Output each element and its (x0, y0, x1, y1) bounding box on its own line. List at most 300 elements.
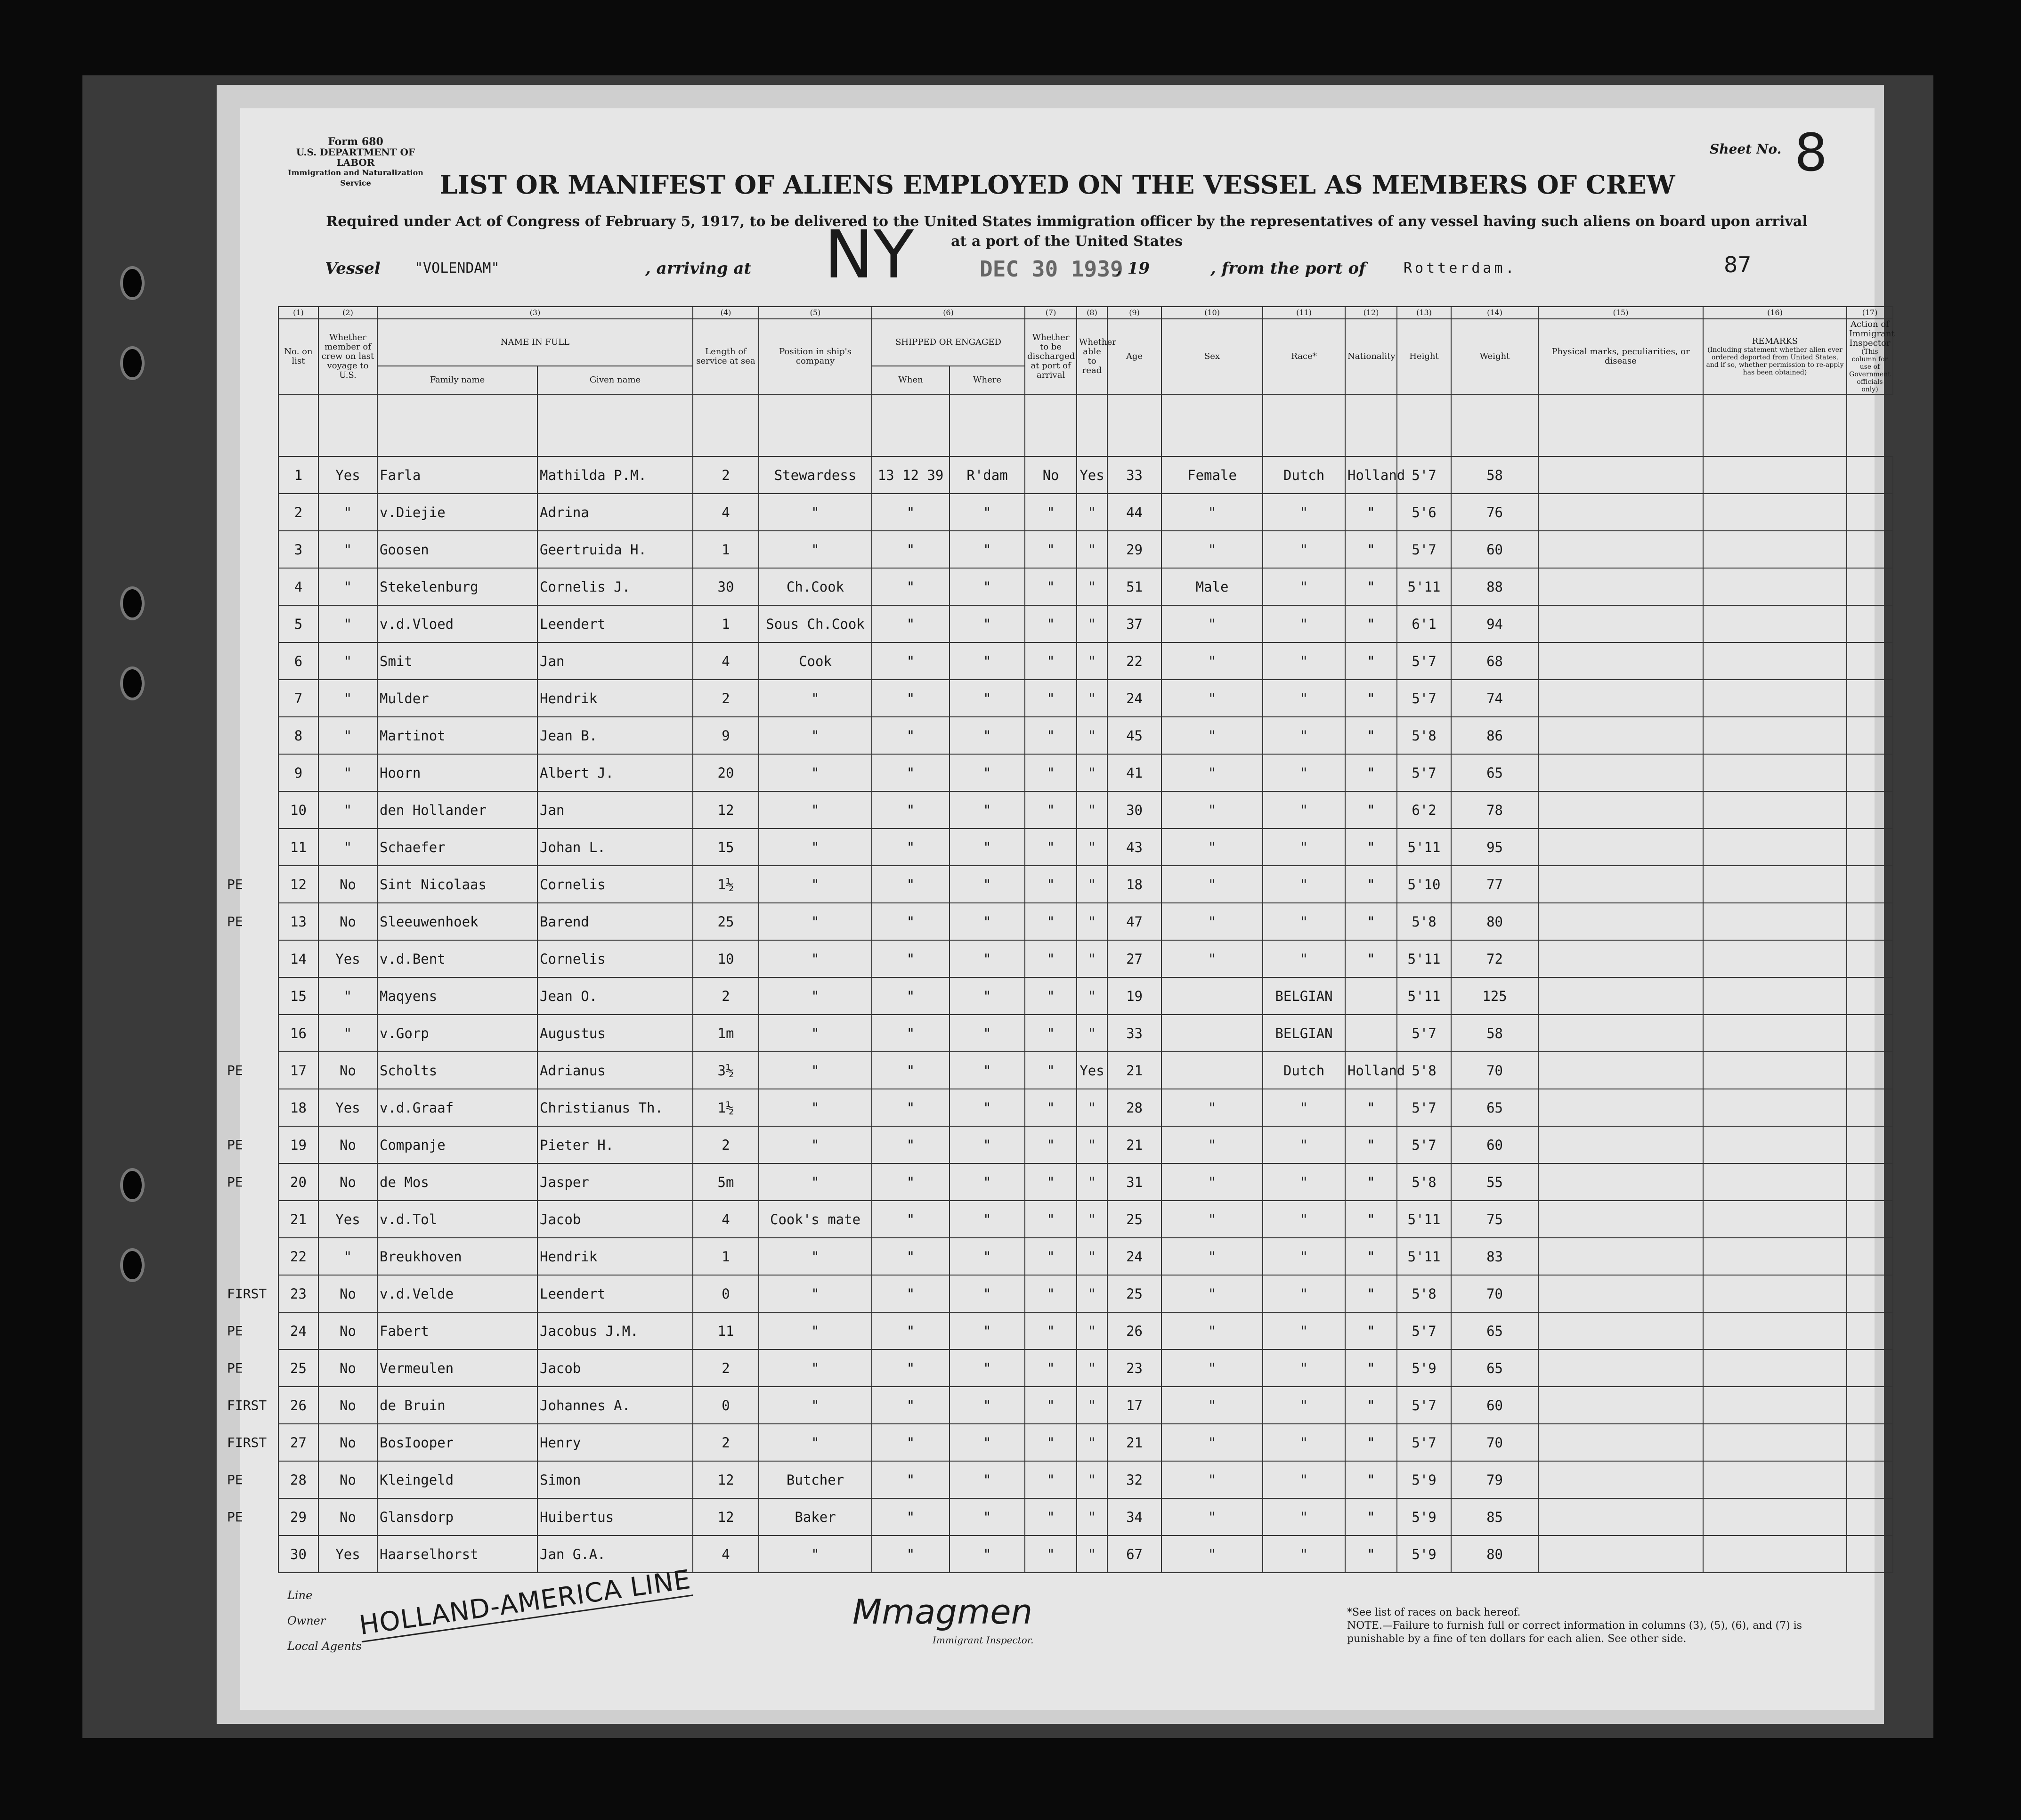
remarks-cell (1703, 1238, 1847, 1275)
action-cell (1847, 1275, 1893, 1312)
action-note: (This column for use of Government officials only) (1849, 348, 1891, 393)
action-cell (1847, 1387, 1893, 1424)
table-row (278, 1163, 1893, 1201)
action-cell (1847, 1461, 1893, 1498)
nationality-cell: " (1345, 940, 1397, 977)
able-to-read-cell: " (1077, 1163, 1107, 1201)
nationality-cell: " (1345, 1275, 1397, 1312)
position-cell: " (759, 1089, 872, 1126)
discharged-cell: " (1025, 1163, 1077, 1201)
last-voyage-cell: " (318, 791, 377, 829)
height-cell: 5'7 (1397, 642, 1451, 680)
family-name-cell: Haarselhorst (377, 1536, 537, 1573)
nationality-cell: Holland (1345, 456, 1397, 494)
shipped-when-cell: " (872, 977, 950, 1015)
weight-cell: 75 (1451, 1201, 1538, 1238)
table-row (278, 829, 1893, 866)
shipped-when-cell: " (872, 940, 950, 977)
discharged-cell: " (1025, 1387, 1077, 1424)
age-cell: 33 (1107, 1015, 1161, 1052)
margin-annotation: PE (227, 1063, 243, 1078)
shipped-when-cell: " (872, 1275, 950, 1312)
remarks-cell (1703, 1275, 1847, 1312)
height-cell: 5'8 (1397, 717, 1451, 754)
length-of-service-cell: 20 (693, 754, 759, 791)
race-cell: " (1263, 940, 1345, 977)
remarks-cell (1703, 605, 1847, 642)
able-to-read-cell: " (1077, 605, 1107, 642)
sex-cell: " (1161, 1312, 1263, 1349)
shipped-when-cell: " (872, 1349, 950, 1387)
height-cell: 5'7 (1397, 1089, 1451, 1126)
table-row (278, 940, 1893, 977)
able-to-read-cell: " (1077, 791, 1107, 829)
nationality-cell (1345, 1015, 1397, 1052)
no-on-list-cell: 20 PE (278, 1163, 318, 1201)
family-name-cell: Scholts (377, 1052, 537, 1089)
table-row (278, 456, 1893, 494)
able-to-read-cell: " (1077, 903, 1107, 940)
family-name-cell: Martinot (377, 717, 537, 754)
last-voyage-cell: No (318, 1387, 377, 1424)
height-cell: 6'2 (1397, 791, 1451, 829)
position-cell: " (759, 1349, 872, 1387)
length-of-service-cell: 1 (693, 1238, 759, 1275)
given-name-cell: Leendert (537, 1275, 693, 1312)
shipped-when-cell: " (872, 717, 950, 754)
physical-marks-cell (1538, 531, 1703, 568)
length-of-service-cell: 4 (693, 1536, 759, 1573)
header-race: Race* (1263, 319, 1345, 394)
shipped-when-cell: " (872, 680, 950, 717)
length-of-service-cell: 12 (693, 791, 759, 829)
length-of-service-cell: 12 (693, 1461, 759, 1498)
document-subtitle: Required under Act of Congress of February 5, 1917, to be delivered to the United States immigration officer by the representatives of any vessel having such aliens on board upon arrival at a port of the United States (326, 213, 1808, 250)
arriving-label: , arriving at (645, 259, 752, 278)
no-on-list-cell: 16 (278, 1015, 318, 1052)
race-cell: Dutch (1263, 1052, 1345, 1089)
sex-cell: " (1161, 903, 1263, 940)
given-name-cell: Johannes A. (537, 1387, 693, 1424)
header-given-name: Given name (537, 366, 693, 394)
length-of-service-cell: 2 (693, 1424, 759, 1461)
age-cell: 21 (1107, 1424, 1161, 1461)
nationality-cell: " (1345, 1461, 1397, 1498)
from-port-label: , from the port of (1210, 259, 1366, 278)
remarks-cell (1703, 1089, 1847, 1126)
given-name-cell: Cornelis J. (537, 568, 693, 605)
nationality-cell: " (1345, 791, 1397, 829)
height-cell: 5'11 (1397, 829, 1451, 866)
sex-cell: " (1161, 1498, 1263, 1536)
header-length-of-service: Length of service at sea (693, 319, 759, 394)
physical-marks-cell (1538, 494, 1703, 531)
nationality-cell: " (1345, 568, 1397, 605)
discharged-cell: " (1025, 1052, 1077, 1089)
col-num: (16) (1703, 307, 1847, 319)
last-voyage-cell: " (318, 977, 377, 1015)
no-on-list-cell: 13 PE (278, 903, 318, 940)
last-voyage-cell: Yes (318, 1536, 377, 1573)
discharged-cell: " (1025, 680, 1077, 717)
header-no-on-list: No. on list (278, 319, 318, 394)
given-name-cell: Henry (537, 1424, 693, 1461)
given-name-cell: Augustus (537, 1015, 693, 1052)
position-cell: " (759, 1387, 872, 1424)
remarks-cell (1703, 717, 1847, 754)
family-name-cell: Farla (377, 456, 537, 494)
weight-cell: 70 (1451, 1275, 1538, 1312)
action-cell (1847, 605, 1893, 642)
given-name-cell: Jan G.A. (537, 1536, 693, 1573)
inspector-label: Immigrant Inspector. (933, 1634, 1034, 1646)
action-cell (1847, 977, 1893, 1015)
last-voyage-cell: Yes (318, 1201, 377, 1238)
discharged-cell: " (1025, 829, 1077, 866)
weight-cell: 72 (1451, 940, 1538, 977)
remarks-cell (1703, 903, 1847, 940)
given-name-cell: Christianus Th. (537, 1089, 693, 1126)
margin-annotation: PE (227, 877, 243, 892)
table-row (278, 1536, 1893, 1573)
height-cell: 5'9 (1397, 1498, 1451, 1536)
age-cell: 26 (1107, 1312, 1161, 1349)
last-voyage-cell: No (318, 1461, 377, 1498)
sex-cell: " (1161, 1238, 1263, 1275)
action-cell (1847, 1238, 1893, 1275)
action-cell (1847, 1201, 1893, 1238)
age-cell: 19 (1107, 977, 1161, 1015)
action-cell (1847, 568, 1893, 605)
shipped-when-cell: " (872, 829, 950, 866)
no-on-list-cell: 23 FIRST (278, 1275, 318, 1312)
table-row (278, 568, 1893, 605)
shipped-where-cell: " (950, 1312, 1025, 1349)
shipped-where-cell: " (950, 1238, 1025, 1275)
height-cell: 6'1 (1397, 605, 1451, 642)
position-cell: " (759, 531, 872, 568)
column-header-row (278, 319, 1893, 366)
nationality-cell: " (1345, 1089, 1397, 1126)
sex-cell: " (1161, 866, 1263, 903)
last-voyage-cell: " (318, 531, 377, 568)
action-cell (1847, 1052, 1893, 1089)
given-name-cell: Simon (537, 1461, 693, 1498)
age-cell: 28 (1107, 1089, 1161, 1126)
position-cell: " (759, 1238, 872, 1275)
family-name-cell: Breukhoven (377, 1238, 537, 1275)
no-on-list-cell: 1 (278, 456, 318, 494)
age-cell: 27 (1107, 940, 1161, 977)
age-cell: 34 (1107, 1498, 1161, 1536)
given-name-cell: Albert J. (537, 754, 693, 791)
age-cell: 29 (1107, 531, 1161, 568)
last-voyage-cell: " (318, 754, 377, 791)
shipped-where-cell: " (950, 605, 1025, 642)
race-cell: " (1263, 1498, 1345, 1536)
no-on-list-cell: 4 (278, 568, 318, 605)
sheet-label: Sheet No. (1710, 141, 1782, 157)
last-voyage-cell: " (318, 680, 377, 717)
shipped-when-cell: " (872, 866, 950, 903)
action-cell (1847, 642, 1893, 680)
company-stamp: HOLLAND-AMERICA LINE (357, 1564, 693, 1642)
nationality-cell: " (1345, 1163, 1397, 1201)
table-row (278, 866, 1893, 903)
position-cell: Ch.Cook (759, 568, 872, 605)
sex-cell: " (1161, 1126, 1263, 1163)
physical-marks-cell (1538, 977, 1703, 1015)
discharged-cell: " (1025, 642, 1077, 680)
nationality-cell: " (1345, 1498, 1397, 1536)
family-name-cell: Vermeulen (377, 1349, 537, 1387)
table-row (278, 1238, 1893, 1275)
owner-label: Owner (287, 1614, 326, 1627)
race-cell: " (1263, 1387, 1345, 1424)
height-cell: 5'6 (1397, 494, 1451, 531)
shipped-where-cell: " (950, 568, 1025, 605)
shipped-when-cell: " (872, 1424, 950, 1461)
race-cell: " (1263, 1349, 1345, 1387)
physical-marks-cell (1538, 940, 1703, 977)
weight-cell: 55 (1451, 1163, 1538, 1201)
manifest-page (227, 108, 1895, 1710)
race-cell: " (1263, 605, 1345, 642)
action-cell (1847, 1089, 1893, 1126)
length-of-service-cell: 11 (693, 1312, 759, 1349)
nationality-cell: " (1345, 1238, 1397, 1275)
punch-hole (120, 586, 145, 620)
weight-cell: 74 (1451, 680, 1538, 717)
nationality-cell: " (1345, 717, 1397, 754)
no-on-list-cell: 29 PE (278, 1498, 318, 1536)
position-cell: " (759, 1536, 872, 1573)
no-on-list-cell: 2 (278, 494, 318, 531)
no-on-list-cell: 26 FIRST (278, 1387, 318, 1424)
remarks-cell (1703, 494, 1847, 531)
shipped-when-cell: " (872, 568, 950, 605)
height-cell: 5'8 (1397, 903, 1451, 940)
nationality-cell: " (1345, 754, 1397, 791)
given-name-cell: Jean B. (537, 717, 693, 754)
weight-cell: 76 (1451, 494, 1538, 531)
position-cell: " (759, 680, 872, 717)
remarks-cell (1703, 1461, 1847, 1498)
nationality-cell: " (1345, 866, 1397, 903)
height-cell: 5'10 (1397, 866, 1451, 903)
local-agents-label: Local Agents (287, 1640, 362, 1653)
blank-row (278, 394, 1893, 456)
shipped-where-cell: " (950, 1163, 1025, 1201)
weight-cell: 77 (1451, 866, 1538, 903)
sex-cell: " (1161, 829, 1263, 866)
age-cell: 41 (1107, 754, 1161, 791)
header-age: Age (1107, 319, 1161, 394)
arriving-port: NY (824, 217, 914, 293)
nationality-cell: " (1345, 1424, 1397, 1461)
remarks-cell (1703, 1349, 1847, 1387)
last-voyage-cell: " (318, 605, 377, 642)
given-name-cell: Jean O. (537, 977, 693, 1015)
shipped-where-cell: " (950, 1089, 1025, 1126)
table-row (278, 605, 1893, 642)
margin-annotation: PE (227, 1472, 243, 1487)
discharged-cell: " (1025, 717, 1077, 754)
discharged-cell: " (1025, 1498, 1077, 1536)
fine-note: NOTE.—Failure to furnish full or correct information in columns (3), (5), (6), and (7) is punishable by a fine of ten dollars for each alien. See other side. (1347, 1620, 1802, 1645)
discharged-cell: " (1025, 531, 1077, 568)
action-cell (1847, 1536, 1893, 1573)
nationality-cell: " (1345, 829, 1397, 866)
height-cell: 5'11 (1397, 1238, 1451, 1275)
position-cell: " (759, 791, 872, 829)
weight-cell: 78 (1451, 791, 1538, 829)
shipped-when-cell: " (872, 1015, 950, 1052)
position-cell: " (759, 754, 872, 791)
weight-cell: 65 (1451, 1312, 1538, 1349)
length-of-service-cell: 2 (693, 680, 759, 717)
shipped-where-cell: R'dam (950, 456, 1025, 494)
shipped-when-cell: " (872, 605, 950, 642)
shipped-where-cell: " (950, 1387, 1025, 1424)
sex-cell: " (1161, 940, 1263, 977)
position-cell: " (759, 1312, 872, 1349)
length-of-service-cell: 4 (693, 494, 759, 531)
length-of-service-cell: 15 (693, 829, 759, 866)
table-row (278, 754, 1893, 791)
race-cell: " (1263, 866, 1345, 903)
weight-cell: 94 (1451, 605, 1538, 642)
shipped-where-cell: " (950, 1424, 1025, 1461)
given-name-cell: Cornelis (537, 940, 693, 977)
physical-marks-cell (1538, 866, 1703, 903)
shipped-where-cell: " (950, 903, 1025, 940)
remarks-cell (1703, 1536, 1847, 1573)
able-to-read-cell: " (1077, 1238, 1107, 1275)
footer-notes (1347, 1606, 1818, 1646)
action-cell (1847, 531, 1893, 568)
nationality-cell: " (1345, 642, 1397, 680)
col-num: (12) (1345, 307, 1397, 319)
weight-cell: 88 (1451, 568, 1538, 605)
vessel-label: Vessel (325, 259, 381, 278)
given-name-cell: Jacob (537, 1201, 693, 1238)
physical-marks-cell (1538, 754, 1703, 791)
no-on-list-cell: 17 PE (278, 1052, 318, 1089)
remarks-cell (1703, 1163, 1847, 1201)
sex-cell: Female (1161, 456, 1263, 494)
col-num: (2) (318, 307, 377, 319)
document-title: LIST OR MANIFEST OF ALIENS EMPLOYED ON THE VESSEL AS MEMBERS OF CREW (439, 170, 1675, 200)
action-cell (1847, 680, 1893, 717)
physical-marks-cell (1538, 1424, 1703, 1461)
physical-marks-cell (1538, 680, 1703, 717)
length-of-service-cell: 12 (693, 1498, 759, 1536)
length-of-service-cell: 5m (693, 1163, 759, 1201)
discharged-cell: " (1025, 568, 1077, 605)
date-stamp: DEC 30 1939 (980, 256, 1123, 282)
discharged-cell: " (1025, 1312, 1077, 1349)
nationality-cell: " (1345, 531, 1397, 568)
table-row (278, 1126, 1893, 1163)
shipped-where-cell: " (950, 1275, 1025, 1312)
crew-manifest-table (227, 306, 1895, 1573)
given-name-cell: Geertruida H. (537, 531, 693, 568)
sex-cell: " (1161, 1536, 1263, 1573)
shipped-when-cell: " (872, 1163, 950, 1201)
height-cell: 5'11 (1397, 977, 1451, 1015)
height-cell: 5'7 (1397, 754, 1451, 791)
last-voyage-cell: " (318, 1015, 377, 1052)
header-where: Where (950, 366, 1025, 394)
length-of-service-cell: 2 (693, 1349, 759, 1387)
age-cell: 45 (1107, 717, 1161, 754)
discharged-cell: No (1025, 456, 1077, 494)
no-on-list-cell: 9 (278, 754, 318, 791)
weight-cell: 65 (1451, 754, 1538, 791)
last-voyage-cell: " (318, 717, 377, 754)
height-cell: 5'8 (1397, 1052, 1451, 1089)
action-cell (1847, 1126, 1893, 1163)
shipped-when-cell: " (872, 1126, 950, 1163)
shipped-where-cell: " (950, 791, 1025, 829)
header-sex: Sex (1161, 319, 1263, 394)
family-name-cell: v.d.Graaf (377, 1089, 537, 1126)
action-cell (1847, 1015, 1893, 1052)
no-on-list-cell: 24 PE (278, 1312, 318, 1349)
table-row (278, 1312, 1893, 1349)
no-on-list-cell: 27 FIRST (278, 1424, 318, 1461)
position-cell: " (759, 866, 872, 903)
table-row (278, 1201, 1893, 1238)
action-cell (1847, 866, 1893, 903)
able-to-read-cell: " (1077, 1461, 1107, 1498)
shipped-where-cell: " (950, 1536, 1025, 1573)
nationality-cell: " (1345, 1312, 1397, 1349)
table-row (278, 977, 1893, 1015)
shipped-where-cell: " (950, 829, 1025, 866)
remarks-note: (Including statement whether alien ever ordered deported from United States, and if so, whether permission to re-apply has been obtained) (1706, 346, 1844, 376)
age-cell: 18 (1107, 866, 1161, 903)
age-cell: 24 (1107, 680, 1161, 717)
weight-cell: 68 (1451, 642, 1538, 680)
age-cell: 23 (1107, 1349, 1161, 1387)
remarks-cell (1703, 1312, 1847, 1349)
col-num: (8) (1077, 307, 1107, 319)
col-num: (13) (1397, 307, 1451, 319)
discharged-cell: " (1025, 754, 1077, 791)
family-name-cell: Maqyens (377, 977, 537, 1015)
length-of-service-cell: 0 (693, 1387, 759, 1424)
no-on-list-cell: 8 (278, 717, 318, 754)
able-to-read-cell: " (1077, 494, 1107, 531)
age-cell: 32 (1107, 1461, 1161, 1498)
race-cell: " (1263, 717, 1345, 754)
family-name-cell: Mulder (377, 680, 537, 717)
weight-cell: 95 (1451, 829, 1538, 866)
weight-cell: 70 (1451, 1052, 1538, 1089)
shipped-when-cell: " (872, 494, 950, 531)
remarks-cell (1703, 977, 1847, 1015)
shipped-when-cell: " (872, 1201, 950, 1238)
sex-cell: " (1161, 1201, 1263, 1238)
sex-cell (1161, 1052, 1263, 1089)
shipped-when-cell: " (872, 1536, 950, 1573)
given-name-cell: Jacobus J.M. (537, 1312, 693, 1349)
margin-annotation: PE (227, 1323, 243, 1339)
sex-cell: " (1161, 1089, 1263, 1126)
header-weight: Weight (1451, 319, 1538, 394)
